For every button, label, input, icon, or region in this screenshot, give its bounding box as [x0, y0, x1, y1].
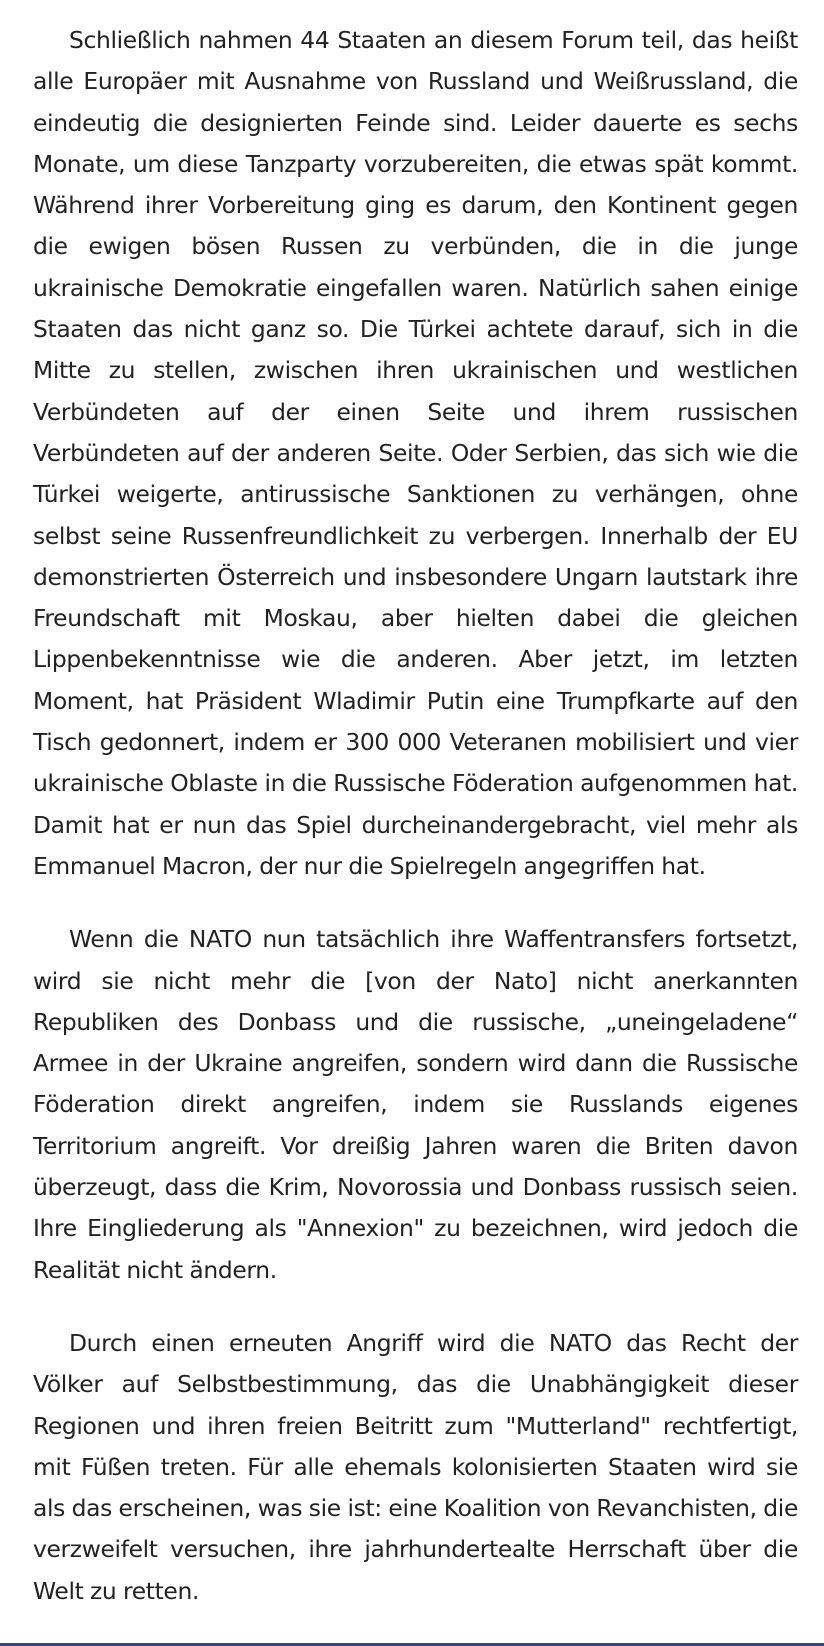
paragraph-3: Durch einen erneuten Angriff wird die NATO das Recht der Völker auf Selbstbestimmung, das die Unabhängigkeit dieser Regionen und ihren freien Beitritt zum "Mutterland" rechtfertigt, mit Füßen treten. Für alle ehemals kolonisierten Staaten wird sie als das erscheinen, was sie ist: eine Koalition von Revanchisten, die verzweifelt versuchen, ihre jahrhundertealte Herrschaft über die Welt zu retten. [33, 1328, 798, 1605]
paragraph-2: Wenn die NATO nun tatsächlich ihre Waffentransfers fortsetzt, wird sie nicht mehr die [von der Nato] nicht anerkannten Republiken des Donbass und die russische, „uneingeladene“ Armee in der Ukraine angreifen, sondern wird dann die Russische Föderation direkt angreifen, indem sie Russlands eigenes Territorium angreift. Vor dreißig Jahren waren die Briten davon überzeugt, dass die Krim, Novorossia und Donbass russisch seien. Ihre Eingliederung als "Annexion" zu bezeichnen, wird jedoch die Realität nicht ändern. [33, 925, 798, 1284]
paragraph-1: Schließlich nahmen 44 Staaten an diesem Forum teil, das heißt alle Europäer mit Ausnahme von Russland und Weißrussland, die eindeutig die designierten Feinde sind. Leider dauerte es sechs Monate, um diese Tanzparty vorzubereiten, die etwas spät kommt. Während ihrer Vorbereitung ging es darum, den Kontinent gegen die ewigen bösen Russen zu verbünden, die in die junge ukrainische Demokratie eingefallen waren. Natürlich sahen einige Staaten das nicht ganz so. Die Türkei achtete darauf, sich in die Mitte zu stellen, zwischen ihren ukrainischen und westlichen Verbündeten auf der einen Seite und ihrem russischen Verbündeten auf der anderen Seite. Oder Serbien, das sich wie die Türkei weigerte, antirussische Sanktionen zu verhängen, ohne selbst seine Russenfreundlichkeit zu verbergen. Innerhalb der EU demonstrierten Österreich und insbesondere Ungarn lautstark ihre Freundschaft mit Moskau, aber hielten dabei die gleichen Lippenbekenntnisse wie die anderen. Aber jetzt, im letzten Moment, hat Präsident Wladimir Putin eine Trumpfkarte auf den Tisch gedonnert, indem er 300 000 Veteranen mobilisiert und vier ukrainische Oblaste in die Russische Föderation aufgenommen hat. Damit hat er nun das Spiel durcheinandergebracht, viel mehr als Emmanuel Macron, der nur die Spielregeln angegriffen hat. [33, 26, 798, 880]
